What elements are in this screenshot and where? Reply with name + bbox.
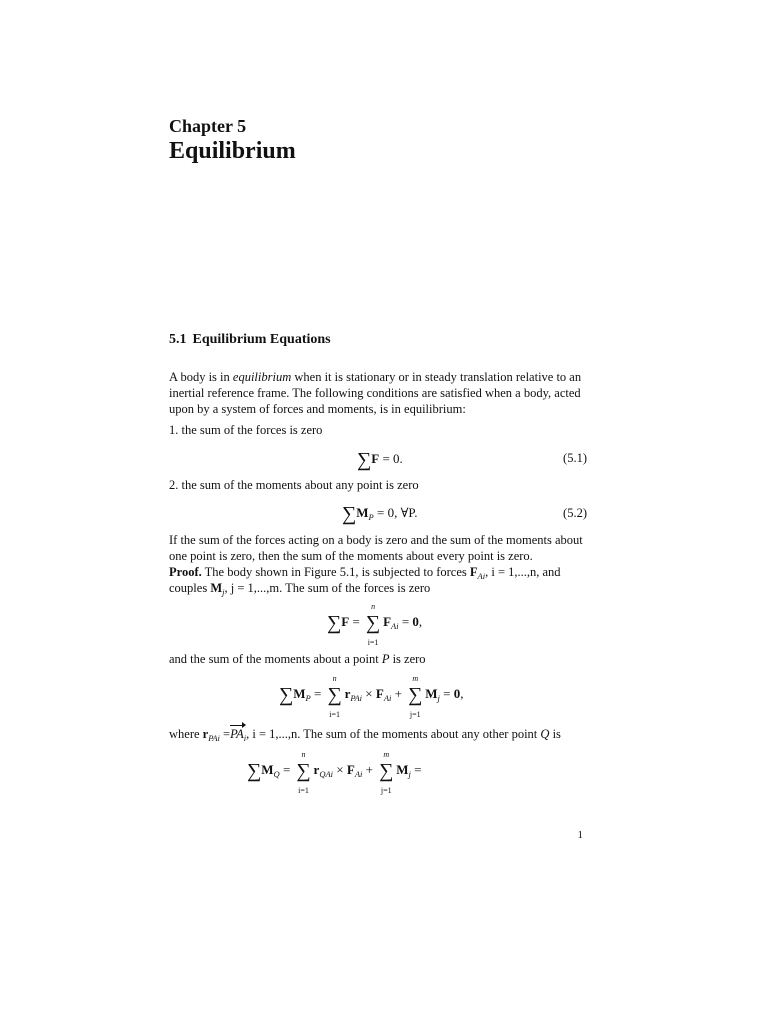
intro-line-1: A body is in equilibrium when it is stationary or in steady translation relative to an xyxy=(169,370,582,384)
section-heading xyxy=(169,332,331,348)
chapter-title: Equilibrium xyxy=(169,138,296,164)
section-title: Equilibrium Equations xyxy=(192,332,331,347)
equation-5-1: ∑F = 0. xyxy=(357,449,403,471)
intro-line-3: upon by a system of forces and moments, is in equilibrium: xyxy=(169,402,466,416)
proof-line-3: and the sum of the moments about a point P is zero xyxy=(169,652,426,666)
statement-line-2: one point is zero, then the sum of the moments about every point is zero. xyxy=(169,549,533,563)
list-item-2: 2. the sum of the moments about any point is zero xyxy=(169,478,419,492)
proof-line-4: where $r_{PAi} =PA_i$, i = 1,...,n. The sum of the moments about any other point Q is xyxy=(169,727,561,743)
intro-paragraph xyxy=(169,369,587,417)
list-item-1: 1. the sum of the forces is zero xyxy=(169,423,323,437)
proof-line-2: couples $M_j$, j = 1,...,m. The sum of the forces is zero xyxy=(169,581,431,597)
equation-5-2: $\sum M_P = 0$, ∀P. xyxy=(342,503,418,525)
page-number: 1 xyxy=(577,829,583,841)
intro-line-2: inertial reference frame. The following conditions are satisfied when a body, acted xyxy=(169,386,581,400)
equation-number-5-1: (5.1) xyxy=(563,451,587,465)
statement-paragraph xyxy=(169,532,587,596)
equation-sum-forces: ∑F = n ∑ i=1 $F_{Ai} = 0$, xyxy=(327,602,423,647)
section-number: 5.1 xyxy=(169,332,187,347)
proof-line-1: Proof. The body shown in Figure 5.1, is subjected to forces $F_{Ai}$, i = 1,...,n, and xyxy=(169,565,561,581)
chapter-label: Chapter 5 xyxy=(169,116,247,136)
statement-line-1: If the sum of the forces acting on a body is zero and the sum of the moments about xyxy=(169,533,583,547)
equation-sum-moments-p: $\sum M_P$ = n ∑ i=1 $r_{PAi} \times F_{Ai}$ + m ∑ j=1 $M_j = 0$, xyxy=(279,674,464,719)
equation-number-5-2: (5.2) xyxy=(563,506,587,520)
equation-sum-moments-q: $\sum M_Q$ = n ∑ i=1 $r_{QAi} \times F_{Ai}$ + m ∑ j=1 $M_j$ = xyxy=(247,750,422,795)
